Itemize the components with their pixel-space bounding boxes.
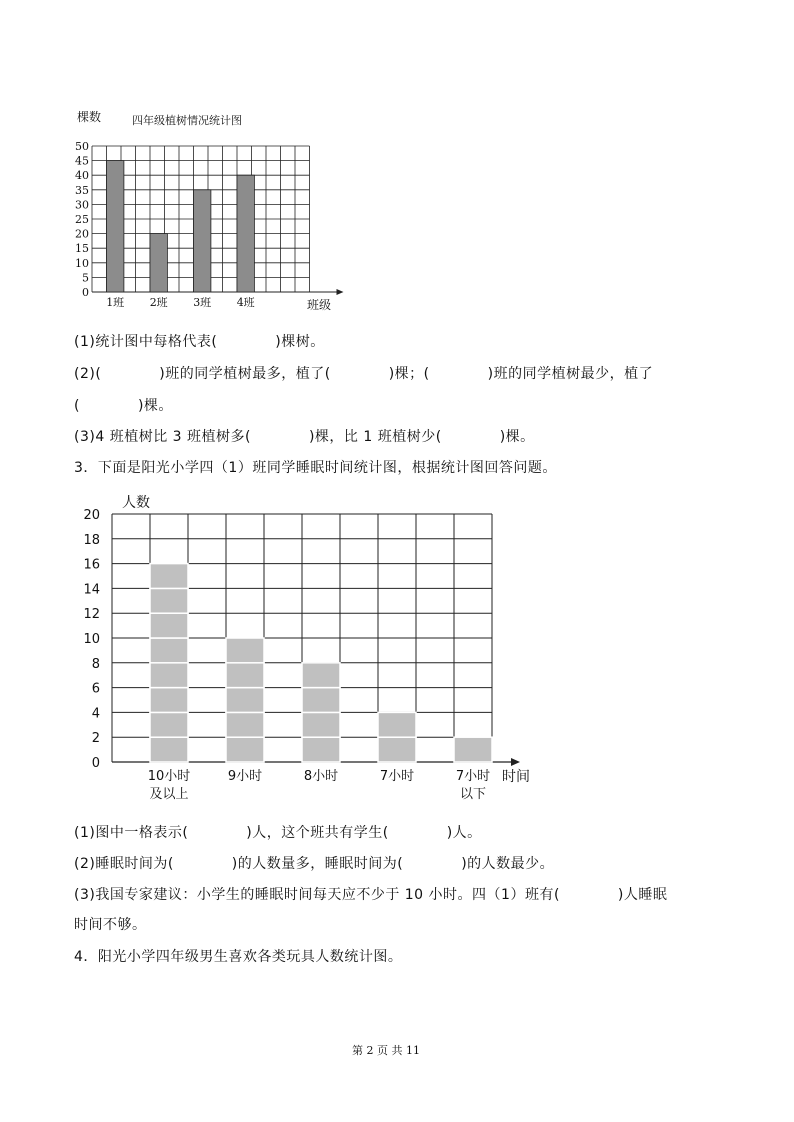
chart2-bar-3-cell — [302, 688, 340, 713]
chart1-x-tick-label: 1班 — [106, 296, 125, 309]
chart2-x-ticks — [148, 769, 490, 802]
question-3-1: (1)图中一格表示( )人，这个班共有学生( )人。 — [74, 825, 482, 841]
question-2-1: (1)统计图中每格代表( )棵树。 — [74, 334, 325, 350]
chart1-x-axis-arrow — [337, 289, 344, 295]
chart2-bar-1-cell — [150, 688, 188, 713]
chart2-y-tick-label: 6 — [91, 681, 100, 697]
chart1-y-tick-label: 35 — [75, 183, 89, 197]
question-2-3: (3)4 班植树比 3 班植树多( )棵，比 1 班植树少( )棵。 — [74, 429, 535, 445]
chart2-y-tick-label: 10 — [83, 632, 100, 647]
chart2-x-tick-label: 10小时 — [147, 769, 191, 784]
chart1-bars — [107, 161, 255, 292]
chart1-x-tick-label: 3班 — [193, 296, 212, 309]
chart2-x-tick-label: 8小时 — [303, 769, 339, 784]
chart1-xlabel: 班级 — [307, 298, 332, 312]
chart2-bar-2-cell — [226, 663, 264, 688]
chart2-bar-3-cell — [302, 737, 340, 762]
chart2-x-tick-label: 9小时 — [227, 769, 263, 784]
chart1-bar-4 — [237, 175, 254, 292]
chart1-title: 四年级植树情况统计图 — [132, 114, 242, 127]
chart1-y-tick-label: 50 — [75, 140, 89, 153]
page-footer: 第 2 页 共 11 — [352, 1044, 420, 1057]
chart2-x-tick-label: 以下 — [459, 787, 487, 802]
chart2-ylabel: 人数 — [122, 495, 150, 511]
chart2-bar-3-cell — [302, 663, 340, 688]
chart2-bar-2-cell — [226, 688, 264, 713]
chart1-x-tick-label: 4班 — [236, 296, 255, 309]
tree-planting-chart — [60, 100, 360, 320]
chart2-y-tick-label: 16 — [83, 557, 100, 573]
chart2-bar-1-cell — [150, 564, 188, 589]
chart1-bar-1 — [107, 161, 124, 292]
chart2-x-tick-label: 7小时 — [379, 769, 415, 784]
chart1-bar-2 — [150, 234, 167, 292]
chart2-y-tick-label: 0 — [91, 756, 100, 771]
sleep-time-chart — [70, 488, 550, 808]
question-3-2: (2)睡眠时间为( )的人数量多，睡眠时间为( )的人数最少。 — [74, 856, 555, 872]
question-3-3-line2: 时间不够。 — [74, 917, 147, 933]
chart2-bar-3-cell — [302, 712, 340, 737]
question-3-3-line1: (3)我国专家建议：小学生的睡眠时间每天应不少于 10 小时。四（1）班有( )人睡眠 — [74, 887, 668, 903]
chart2-bar-1-cell — [150, 638, 188, 663]
chart2-y-ticks — [83, 508, 100, 771]
chart2-y-tick-label: 8 — [91, 656, 100, 672]
chart2-bar-1-cell — [150, 663, 188, 688]
chart1-y-tick-label: 45 — [75, 154, 89, 168]
chart2-x-tick-label: 及以上 — [149, 787, 189, 802]
question-3-title: 3．下面是阳光小学四（1）班同学睡眠时间统计图，根据统计图回答问题。 — [74, 460, 557, 476]
chart2-bar-2-cell — [226, 712, 264, 737]
chart2-y-tick-label: 2 — [91, 731, 100, 747]
chart1-y-tick-label: 0 — [82, 286, 89, 299]
chart2-xlabel: 时间 — [502, 769, 530, 785]
chart2-bar-2-cell — [226, 737, 264, 762]
chart2-bar-5-cell — [454, 737, 492, 762]
chart1-y-ticks — [75, 140, 89, 299]
chart2-bar-2-cell — [226, 638, 264, 663]
chart1-y-tick-label: 10 — [75, 256, 89, 270]
chart1-y-tick-label: 30 — [75, 198, 89, 212]
chart2-bar-1-cell — [150, 588, 188, 613]
chart2-bar-1-cell — [150, 712, 188, 737]
chart1-y-tick-label: 20 — [75, 227, 89, 241]
chart2-y-tick-label: 18 — [83, 532, 100, 548]
chart1-bar-3 — [194, 190, 211, 292]
chart2-x-axis-arrow — [511, 758, 520, 766]
chart1-x-tick-label: 2班 — [149, 296, 168, 309]
chart2-bar-4-cell — [378, 712, 416, 737]
chart2-y-tick-label: 4 — [91, 706, 100, 722]
chart2-y-tick-label: 20 — [83, 508, 100, 523]
chart2-y-tick-label: 12 — [83, 607, 100, 623]
question-2-2-line1: (2)( )班的同学植树最多，植了( )棵；( )班的同学植树最少，植了 — [74, 366, 654, 382]
chart1-grid — [92, 146, 344, 295]
chart2-bar-1-cell — [150, 613, 188, 638]
chart1-ylabel: 棵数 — [77, 110, 102, 124]
chart2-bar-4-cell — [378, 737, 416, 762]
chart1-y-tick-label: 5 — [82, 271, 89, 285]
chart2-bar-1-cell — [150, 737, 188, 762]
chart1-x-ticks — [106, 295, 255, 309]
chart2-y-tick-label: 14 — [83, 582, 100, 598]
question-4-title: 4．阳光小学四年级男生喜欢各类玩具人数统计图。 — [74, 949, 403, 965]
question-2-2-line2: ( )棵。 — [74, 398, 173, 414]
chart2-x-tick-label: 7小时 — [455, 769, 491, 784]
chart1-y-tick-label: 25 — [75, 213, 89, 226]
chart1-y-tick-label: 15 — [75, 242, 89, 256]
chart1-y-tick-label: 40 — [75, 169, 89, 183]
